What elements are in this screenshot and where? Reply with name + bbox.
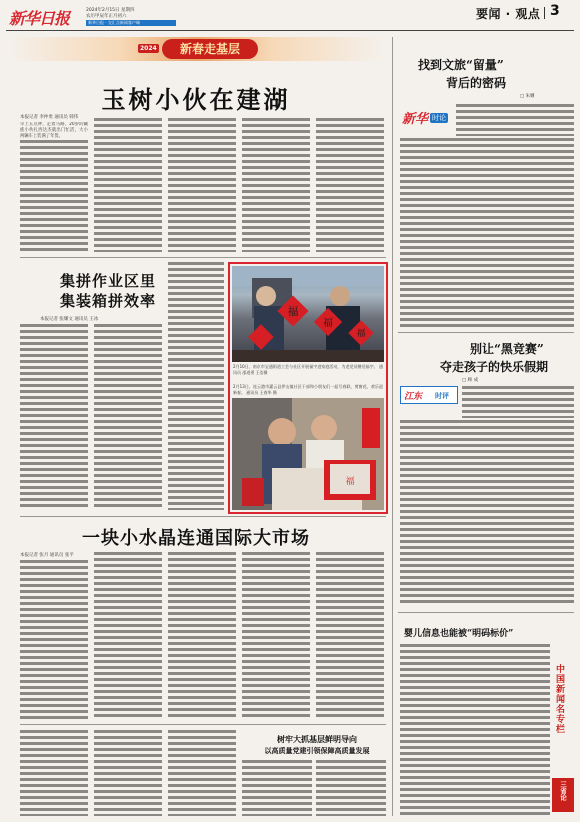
divider-o2: [398, 612, 574, 613]
svg-text:福: 福: [323, 318, 333, 329]
article3-body-col2: [94, 552, 162, 720]
opinion1-label-script: 新华: [402, 112, 429, 127]
article1-lead: 早上五点钟，走着马路，20岁的藏族小伙扎西达杰就出门忙活，大小两辆车上装满了年货。: [20, 122, 88, 139]
opinion1-title-line2: 背后的密码: [446, 76, 507, 90]
opinion3-title: 婴儿信息也能被“明码标价”: [404, 629, 514, 639]
opinion2-author: □ 顾 成: [462, 378, 479, 383]
article2-title-line1: 集拼作业区里: [60, 272, 157, 290]
article4-title-line1: 树牢大抓基层鲜明导向: [277, 734, 357, 744]
photo-block: [228, 262, 388, 514]
article3-body-col5: [316, 552, 384, 720]
opinion1-title-line1: 找到文旅“留量”: [418, 58, 504, 72]
article2-title-line2: 集装箱拼效率: [60, 292, 157, 310]
article4-body-col2: [316, 760, 386, 816]
spring-festival-banner: [6, 37, 386, 61]
svg-text:福: 福: [287, 305, 299, 318]
opinion2-body-top: [462, 386, 574, 418]
svg-text:福: 福: [356, 329, 366, 339]
opinion2-label: [400, 386, 458, 404]
masthead: [0, 0, 580, 34]
article4-body-col1: [242, 760, 312, 816]
photo-spring-couplets: [232, 398, 384, 510]
masthead-blue-strip: 新华日报 · 交汇点新闻客户端: [86, 20, 176, 26]
masthead-date: 2024年2月15日 星期四: [86, 8, 135, 13]
masthead-lunar-date: 农历甲辰年正月初六: [86, 14, 127, 19]
article3-body-col3: [168, 552, 236, 720]
divider-a1: [20, 257, 386, 258]
bottom-article-col2: [94, 730, 162, 816]
article1-byline: 本报记者 李仲勇 通讯员 韩伟: [20, 115, 79, 120]
photo-spring-couplets-image: [232, 398, 384, 510]
page-number: 3: [550, 3, 560, 19]
divider-o1: [398, 332, 574, 333]
opinion1-body-top: [456, 104, 574, 136]
photo2-caption: 2月13日，连云港市灌云县伊山镇社区干部和小朋友们一起写春联、剪窗花，欢乐迎新春。 通讯员 王春华 摄: [233, 384, 383, 395]
article1-body-col1: [20, 140, 88, 252]
divider-a2: [20, 516, 386, 517]
article1-title: 玉树小伙在建湖: [101, 85, 291, 114]
article1-body-col4: [242, 118, 310, 252]
article1-body-col5: [316, 118, 384, 252]
section-title: 要闻 · 观点: [476, 7, 541, 21]
article3-byline: 本报记者 张月 通讯员 张平: [20, 553, 74, 558]
bottom-article-col3: [168, 730, 236, 816]
opinion2-title-line1: 别让“黑竞赛”: [470, 342, 544, 356]
article2-body-col1: [20, 324, 88, 510]
section-divider: [544, 7, 545, 19]
opinion1-label-text: 时论: [432, 114, 446, 122]
article1-body-col2: [94, 118, 162, 252]
photo1-caption: 2月10日，南京市宝通街道工会与社区开展福字进家庭活动，为老党员赠送福字。 通讯员 邵道勇 王浩摄: [233, 364, 383, 375]
article3-body-col1: [20, 560, 88, 720]
banner-badge: 2024: [140, 45, 157, 52]
opinion1-body: [400, 138, 574, 328]
opinion1-author: □ 朱姗: [520, 94, 535, 99]
column-divider: [392, 37, 393, 816]
svg-text:福: 福: [345, 477, 355, 487]
divider-a3: [20, 724, 386, 725]
photo-fu-characters-image: [232, 266, 384, 362]
bottom-article-col1: [20, 730, 88, 816]
vertical-column-label: 中国新闻名专栏: [554, 664, 564, 734]
sidebar-stamp: 三省论: [552, 778, 574, 812]
article2-body-col2: [94, 324, 162, 510]
article1-body-col3: [168, 118, 236, 252]
photo-fu-characters: [232, 266, 384, 362]
opinion3-body: [400, 644, 550, 816]
article3-body-col4: [242, 552, 310, 720]
article3-title: 一块小水晶连通国际大市场: [82, 528, 310, 549]
masthead-rule: [6, 30, 574, 31]
banner-title: 新春走基层: [162, 39, 258, 59]
newspaper-logo: 新华日报: [9, 9, 70, 28]
opinion1-label: [402, 104, 452, 130]
opinion2-label-script: 江东: [404, 392, 423, 402]
article2-body-col3: [168, 262, 224, 510]
article2-byline: 本报记者 张耀文 通讯员 王冰: [40, 317, 99, 322]
opinion2-label-text: 时评: [435, 392, 449, 400]
opinion2-body: [400, 420, 574, 606]
article4-title-line2: 以高质量党建引领保障高质量发展: [264, 746, 370, 755]
opinion2-title-line2: 夺走孩子的快乐假期: [440, 360, 549, 374]
